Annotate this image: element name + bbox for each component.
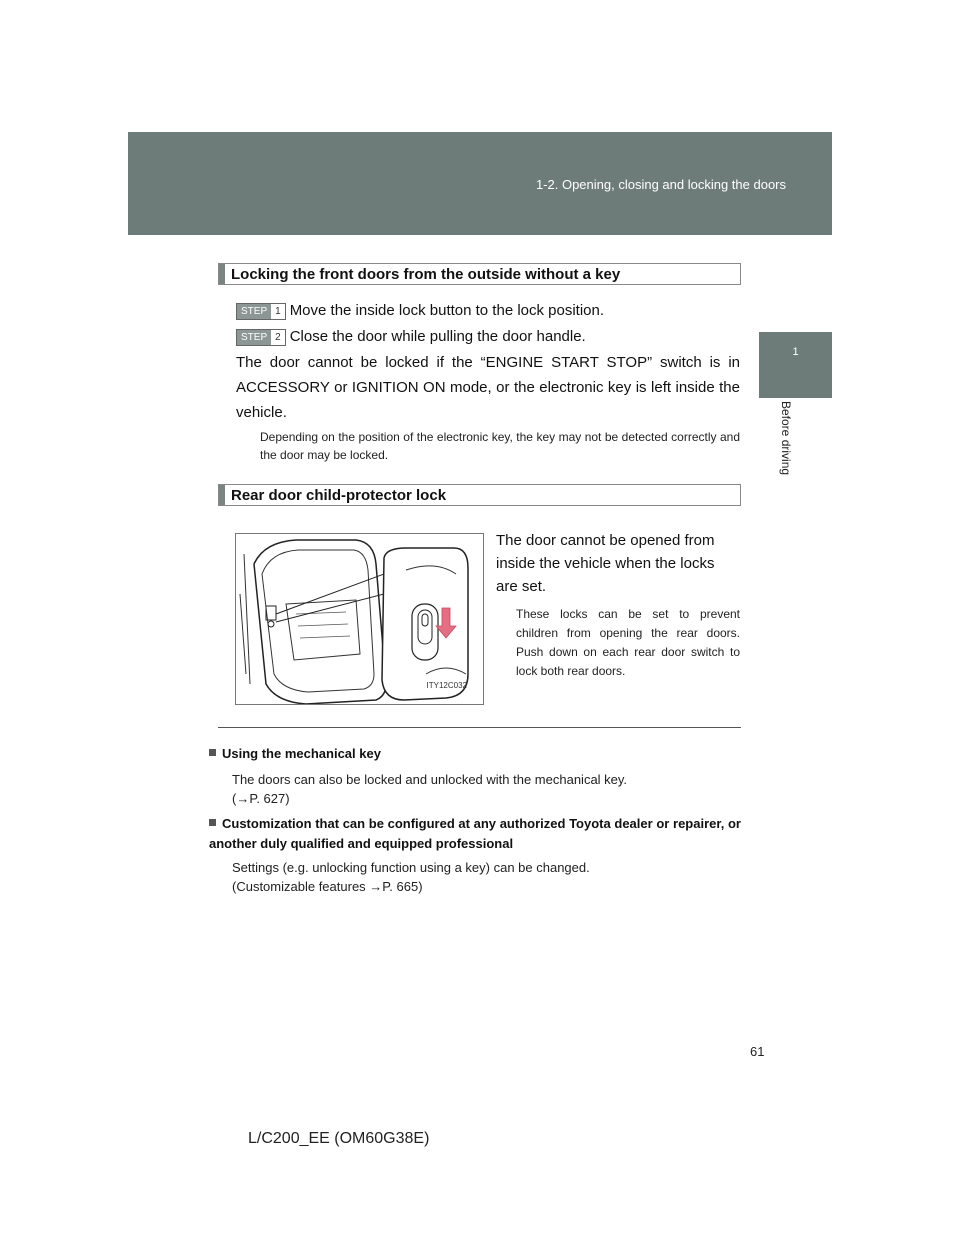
step-text: Move the inside lock button to the lock position. [289,302,605,319]
step-2 [236,328,586,346]
chapter-title: 1-2. Opening, closing and locking the doors [535,177,786,192]
heading-bar [219,264,225,284]
section-heading-child-lock [218,484,741,506]
section-heading-locking [218,263,741,285]
figure-code: ITY12C032 [426,681,467,690]
section-title: Rear door child-protector lock [231,487,447,504]
step-badge: STEP 1 [236,303,286,320]
bullet-square-icon [209,819,216,826]
footer-document-code: L/C200_EE (OM60G38E) [248,1130,430,1147]
note-customization-body: Settings (e.g. unlocking function using a key) can be changed. (Customizable features →P. 665) [232,860,590,894]
child-lock-paragraph: The door cannot be opened from inside the vehicle when the locks are set. [496,532,715,595]
key-position-note: Depending on the position of the electronic key, the key may not be detected correctly and the door may be locked. [260,430,740,462]
note-customization-title: Customization that can be configured at any authorized Toyota dealer or repairer, or another duly qualified and equipped professional [209,816,741,851]
chapter-side-label: Before driving [779,401,793,476]
step-1 [236,302,604,320]
section-title: Locking the front doors from the outside without a key [231,266,621,283]
page-number: 61 [750,1044,765,1059]
door-illustration [236,534,484,705]
child-lock-illustration [235,533,484,705]
step-badge: STEP 2 [236,329,286,346]
chapter-tab [759,332,832,398]
note-mechanical-key-body: The doors can also be locked and unlocked with the mechanical key. (→P. 627) [232,772,628,806]
divider [218,727,741,728]
child-lock-note: These locks can be set to prevent children from opening the rear doors. Push down on each rear door switch to lock both rear doors. [516,607,740,678]
step-text: Close the door while pulling the door handle. [289,328,586,345]
bullet-square-icon [209,749,216,756]
lock-condition-paragraph: The door cannot be locked if the “ENGINE START STOP” switch is in ACCESSORY or IGNITION ON mode, or the electronic key is left inside the vehicle. [236,354,740,421]
header-band [128,132,832,235]
heading-bar [219,485,225,505]
chapter-number: 1 [792,346,799,358]
note-mechanical-key-title: Using the mechanical key [209,744,741,764]
